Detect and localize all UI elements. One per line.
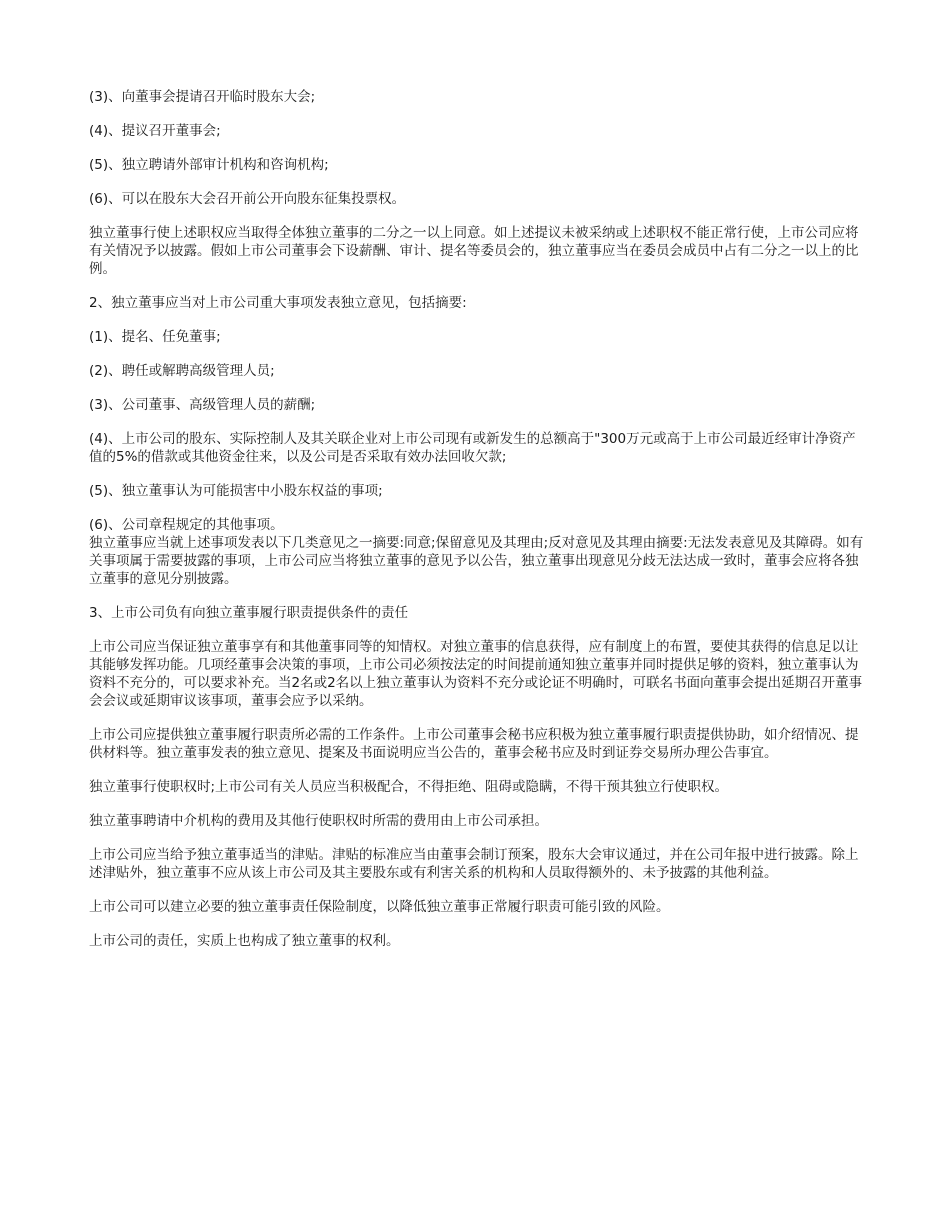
paragraph-allowance: 上市公司应当给予独立董事适当的津贴。津贴的标准应当由董事会制订预案，股东大会审议通过，并在公司年报中进行披露。除上述津贴外，独立董事不应从该上市公司及其主要股东或有利害关系的机构和人员取得额外的、未予披露的其他利益。 bbox=[89, 847, 859, 881]
paragraph-item-5-hire-auditors: (5)、独立聘请外部审计机构和咨询机构; bbox=[89, 157, 329, 173]
paragraph-conclusion: 上市公司的责任，实质上也构成了独立董事的权利。 bbox=[89, 933, 400, 949]
paragraph-opinion-item-5: (5)、独立董事认为可能损害中小股东权益的事项; bbox=[89, 483, 383, 499]
section-heading-2-independent-opinions: 2、独立董事应当对上市公司重大事项发表独立意见，包括摘要: bbox=[89, 295, 467, 311]
section-heading-3-company-duties: 3、上市公司负有向独立董事履行职责提供条件的责任 bbox=[89, 605, 409, 621]
paragraph-item-6-solicit-votes: (6)、可以在股东大会召开前公开向股东征集投票权。 bbox=[89, 191, 406, 207]
paragraph-liability-insurance: 上市公司可以建立必要的独立董事责任保险制度，以降低独立董事正常履行职责可能引致的风险。 bbox=[89, 899, 670, 915]
paragraph-opinion-item-3: (3)、公司董事、高级管理人员的薪酬; bbox=[89, 397, 316, 413]
paragraph-item-4-propose-board-meeting: (4)、提议召开董事会; bbox=[89, 123, 221, 139]
paragraph-opinion-item-2: (2)、聘任或解聘高级管理人员; bbox=[89, 363, 275, 379]
paragraph-opinion-types: 独立董事应当就上述事项发表以下几类意见之一摘要:同意;保留意见及其理由;反对意见及其理由摘要:无法发表意见及其障碍。如有关事项属于需要披露的事项，上市公司应当将独立董事的意见予以公告，独立董事出现意见分歧无法达成一致时，董事会应将各独立董事的意见分别披露。 bbox=[89, 535, 864, 587]
paragraph-right-to-information: 上市公司应当保证独立董事享有和其他董事同等的知情权。对独立董事的信息获得，应有制度上的布置，要使其获得的信息足以让其能够发挥功能。几项经董事会决策的事项，上市公司必须按法定的时间提前通知独立董事并同时提供足够的资料，独立董事认为资料不充分的，可以要求补充。当2名或2名以上独立董事认为资料不充分或论证不明确时，可联名书面向董事会提出延期召开董事会会议或延期审议该事项，董事会应予以采纳。 bbox=[89, 639, 863, 709]
paragraph-opinion-item-4: (4)、上市公司的股东、实际控制人及其关联企业对上市公司现有或新发生的总额高于"300万元或高于上市公司最近经审计净资产值的5%的借款或其他资金往来，以及公司是否采取有效办法回收欠款; bbox=[89, 431, 856, 465]
paragraph-item-3-convene-shareholders-meeting: (3)、向董事会提请召开临时股东大会; bbox=[89, 89, 316, 105]
paragraph-opinion-item-6: (6)、公司章程规定的其他事项。 bbox=[89, 517, 284, 533]
paragraph-working-conditions: 上市公司应提供独立董事履行职责所必需的工作条件。上市公司董事会秘书应积极为独立董事履行职责提供协助，如介绍情况、提供材料等。独立董事发表的独立意见、提案及书面说明应当公告的，董事会秘书应及时到证券交易所办理公告事宜。 bbox=[89, 727, 859, 761]
paragraph-powers-consent: 独立董事行使上述职权应当取得全体独立董事的二分之一以上同意。如上述提议未被采纳或上述职权不能正常行使，上市公司应将有关情况予以披露。假如上市公司董事会下设薪酬、审计、提名等委员会的，独立董事应当在委员会成员中占有二分之一以上的比例。 bbox=[89, 225, 859, 277]
paragraph-cooperation: 独立董事行使职权时;上市公司有关人员应当积极配合，不得拒绝、阻碍或隐瞒，不得干预其独立行使职权。 bbox=[89, 779, 729, 795]
paragraph-expenses: 独立董事聘请中介机构的费用及其他行使职权时所需的费用由上市公司承担。 bbox=[89, 813, 548, 829]
document-body bbox=[89, 88, 864, 966]
paragraph-opinion-item-1: (1)、提名、任免董事; bbox=[89, 329, 221, 345]
